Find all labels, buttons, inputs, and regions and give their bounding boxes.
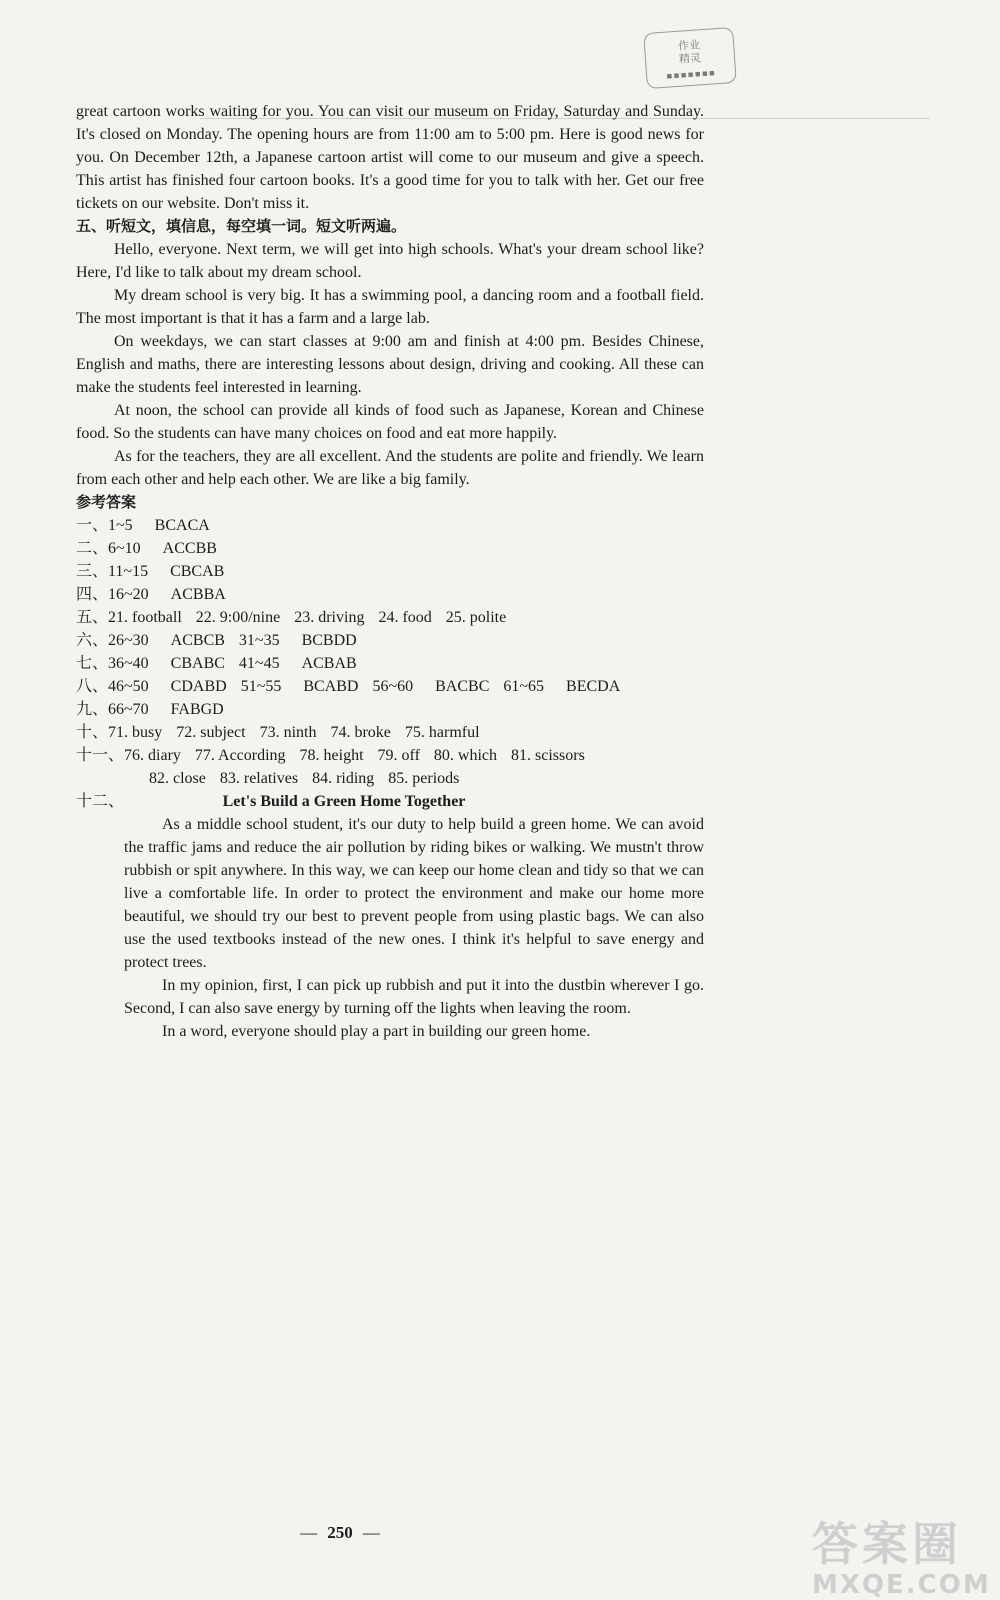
answer-row xyxy=(76,606,704,629)
answer-item: 61~65 xyxy=(503,678,545,695)
answer-item: 36~40 xyxy=(108,655,149,672)
answer-item: 80. which xyxy=(433,747,498,764)
watermark-cn: 答案圈 xyxy=(812,1517,962,1571)
answer-item: ACCBB xyxy=(162,540,217,557)
section-5-heading: 五、听短文，填信息，每空填一词。短文听两遍。 xyxy=(76,217,407,235)
essay-body xyxy=(76,813,704,1043)
answer-row-label: 二、 xyxy=(76,540,109,557)
answer-row xyxy=(76,721,704,744)
answer-item: BCABD xyxy=(303,678,359,695)
answer-row xyxy=(76,675,704,698)
answer-row-label: 一、 xyxy=(76,517,109,534)
answer-item: ACBCB xyxy=(170,632,225,649)
answer-item: 83. relatives xyxy=(219,770,299,787)
answer-item: 46~50 xyxy=(108,678,149,695)
answer-row-label: 九、 xyxy=(76,701,109,718)
section-5-passage xyxy=(76,238,704,491)
answer-item: 25. polite xyxy=(445,609,507,626)
answer-row-label: 七、 xyxy=(76,655,109,672)
answer-row xyxy=(76,652,704,675)
essay-paragraph: In my opinion, first, I can pick up rubbish and put it into the dustbin wherever I go. Second, I can also save energy by turning off the lights when leaving the room. xyxy=(124,977,704,1017)
answer-item: CBABC xyxy=(170,655,225,672)
answer-item: CBCAB xyxy=(170,563,225,580)
answer-item: 16~20 xyxy=(108,586,149,603)
answer-row-label: 五、 xyxy=(76,609,109,626)
passage-paragraph: As for the teachers, they are all excellent. And the students are polite and friendly. We learn from each other and help each other. We are like a big family. xyxy=(76,448,704,488)
answer-item: 22. 9:00/nine xyxy=(195,609,281,626)
answer-item: FABGD xyxy=(170,701,224,718)
answer-item: 11~15 xyxy=(108,563,149,580)
answer-item: 51~55 xyxy=(240,678,282,695)
answer-item: 81. scissors xyxy=(511,747,585,764)
passage-paragraph: Hello, everyone. Next term, we will get into high schools. What's your dream school like? Here, I'd like to talk about my dream school. xyxy=(76,241,704,281)
answer-item: 78. height xyxy=(299,747,364,764)
answer-item: 76. diary xyxy=(124,747,181,764)
answer-item: BCACA xyxy=(154,517,210,534)
stamp-line-2: 精灵 xyxy=(678,51,702,66)
answer-item: 24. food xyxy=(378,609,432,626)
page-number: — 250 — xyxy=(300,1523,380,1542)
answer-item: 85. periods xyxy=(388,770,460,787)
answer-item: 1~5 xyxy=(108,517,133,534)
stamp-line-1: 作业 xyxy=(677,38,701,53)
answer-item: 26~30 xyxy=(108,632,149,649)
answer-item: 41~45 xyxy=(238,655,280,672)
answer-item: ACBAB xyxy=(301,655,357,672)
answer-row xyxy=(76,560,704,583)
essay-paragraph: As a middle school student, it's our duty to help build a green home. We can avoid the traffic jams and reduce the air pollution by riding bikes or walking. We mustn't throw rubbish or spit anywhere. In this way, we can keep our home clean and tidy so that we can live a comfortable life. In order to protect the environment and make our home more beautiful, we should try our best to prevent people from using plastic bags. We can also use the used textbooks instead of the new ones. I think it's helpful to save energy and protect trees. xyxy=(124,816,704,971)
answer-key xyxy=(76,514,704,767)
corner-stamp xyxy=(643,27,737,89)
answer-row-label: 八、 xyxy=(76,678,109,695)
answer-item: 56~60 xyxy=(372,678,414,695)
answer-item: ACBBA xyxy=(170,586,226,603)
answer-item: 66~70 xyxy=(108,701,149,718)
answer-row xyxy=(76,537,704,560)
answer-item: 6~10 xyxy=(108,540,141,557)
answer-item: BECDA xyxy=(566,678,621,695)
answer-row-label: 六、 xyxy=(76,632,109,649)
answer-row xyxy=(76,744,704,767)
essay-title: Let's Build a Green Home Together xyxy=(222,793,466,810)
intro-paragraph: great cartoon works waiting for you. You can visit our museum on Friday, Saturday and Sunday. It's closed on Monday. The opening hours are from 11:00 am to 5:00 pm. Here is good news for you. On December 12th, a Japanese cartoon artist will come to our museum and give a speech. This artist has finished four cartoon books. It's a good time for you to talk with her. Get our free tickets on our website. Don't miss it. xyxy=(76,103,704,212)
answer-row-label: 十一、 xyxy=(76,747,125,764)
essay-paragraph: In a word, everyone should play a part in building our green home. xyxy=(162,1023,591,1040)
passage-paragraph: My dream school is very big. It has a swimming pool, a dancing room and a football field. The most important is that it has a farm and a large lab. xyxy=(76,287,704,327)
answer-item: 71. busy xyxy=(108,724,163,741)
answer-row-label: 四、 xyxy=(76,586,109,603)
answer-item: 74. broke xyxy=(330,724,391,741)
stamp-dots: ▪▪▪▪▪▪▪ xyxy=(666,68,717,82)
answer-row xyxy=(76,583,704,606)
answer-item: 31~35 xyxy=(238,632,280,649)
answers-heading: 参考答案 xyxy=(76,493,137,511)
answer-item: 21. football xyxy=(108,609,182,626)
answer-item: BACBC xyxy=(435,678,490,695)
essay-header xyxy=(76,790,704,813)
answer-row-label: 十、 xyxy=(76,724,109,741)
answer-row-continuation xyxy=(76,767,704,790)
watermark-logo xyxy=(812,1508,991,1600)
answer-item: 73. ninth xyxy=(259,724,317,741)
answer-item: 77. According xyxy=(194,747,286,764)
passage-paragraph: On weekdays, we can start classes at 9:00 am and finish at 4:00 pm. Besides Chinese, English and maths, there are interesting lessons about design, driving and cooking. All these can make the students feel interested in learning. xyxy=(76,333,704,396)
answer-item: 82. close xyxy=(149,770,206,787)
answer-item: 84. riding xyxy=(312,770,375,787)
answer-item: 23. driving xyxy=(294,609,365,626)
answer-item: 75. harmful xyxy=(404,724,480,741)
answer-row xyxy=(76,514,704,537)
answer-row-label: 三、 xyxy=(76,563,109,580)
answer-item: 72. subject xyxy=(176,724,246,741)
page-content xyxy=(76,100,704,1043)
answer-item: BCBDD xyxy=(301,632,357,649)
essay-label: 十二、 xyxy=(76,793,125,810)
answer-item: CDABD xyxy=(170,678,227,695)
watermark-en: MXQE.COM xyxy=(812,1570,991,1600)
answer-item: 79. off xyxy=(377,747,420,764)
answer-row xyxy=(76,698,704,721)
page-number-value: 250 xyxy=(327,1523,353,1542)
passage-paragraph: At noon, the school can provide all kinds of food such as Japanese, Korean and Chinese food. So the students can have many choices on food and eat more happily. xyxy=(76,402,704,442)
answer-row xyxy=(76,629,704,652)
